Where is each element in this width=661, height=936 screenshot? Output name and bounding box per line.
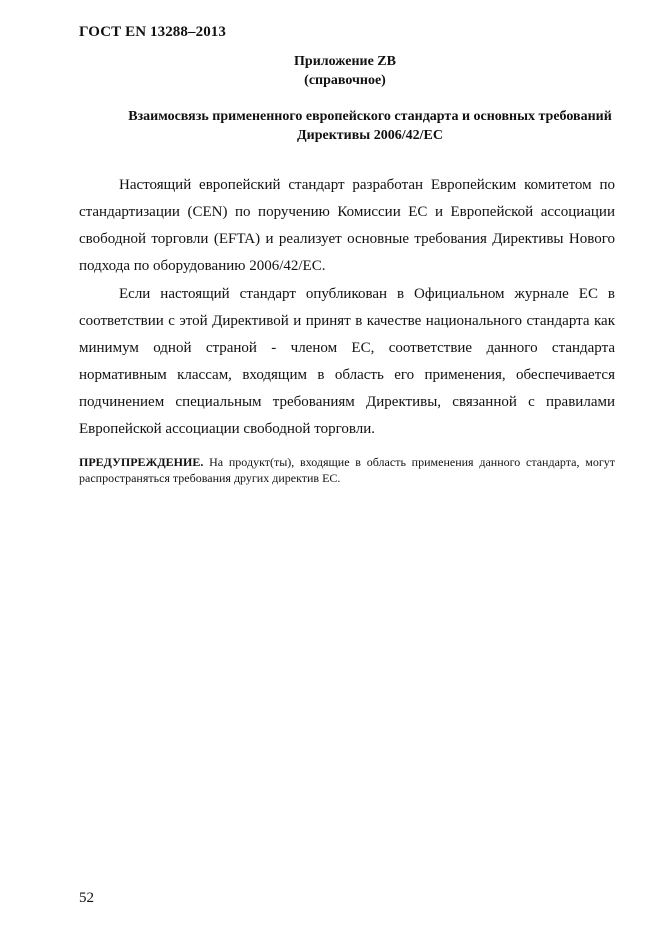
annex-title-block [180, 52, 510, 90]
body-paragraph-1: Настоящий европейский стандарт разработан Европейским комитетом по стандартизации (CEN) по поручению Комиссии ЕС и Европейской ассоциации свободной торговли (EFTA) и реализует основные требования Директивы Нового подхода по оборудованию 2006/42/EC. [79, 177, 615, 274]
warning-text: На продукт(ты), входящие в область применения данного стандарта, могут распространяться требования других директив ЕС. [79, 455, 615, 485]
warning-label: ПРЕДУПРЕЖДЕНИЕ. [79, 455, 204, 469]
warning-note [79, 454, 615, 486]
annex-type: (справочное) [304, 73, 386, 88]
standard-designation: ГОСТ EN 13288–2013 [79, 24, 226, 40]
annex-heading: Взаимосвязь примененного европейского стандарта и основных требований Директивы 2006/42/EC [128, 109, 612, 143]
page-number: 52 [79, 890, 94, 906]
body-paragraph-2: Если настоящий стандарт опубликован в Официальном журнале ЕС в соответствии с этой Директивой и принят в качестве национального стандарта как минимум одной страной - членом ЕС, соответствие данного стандарта нормативным классам, входящим в область его применения, обеспечивается подчинением специальным требованиям Директивы, связанной с правилами Европейской ассоциации свободной торговли. [79, 286, 615, 437]
annex-title: Приложение ZB [294, 54, 396, 69]
